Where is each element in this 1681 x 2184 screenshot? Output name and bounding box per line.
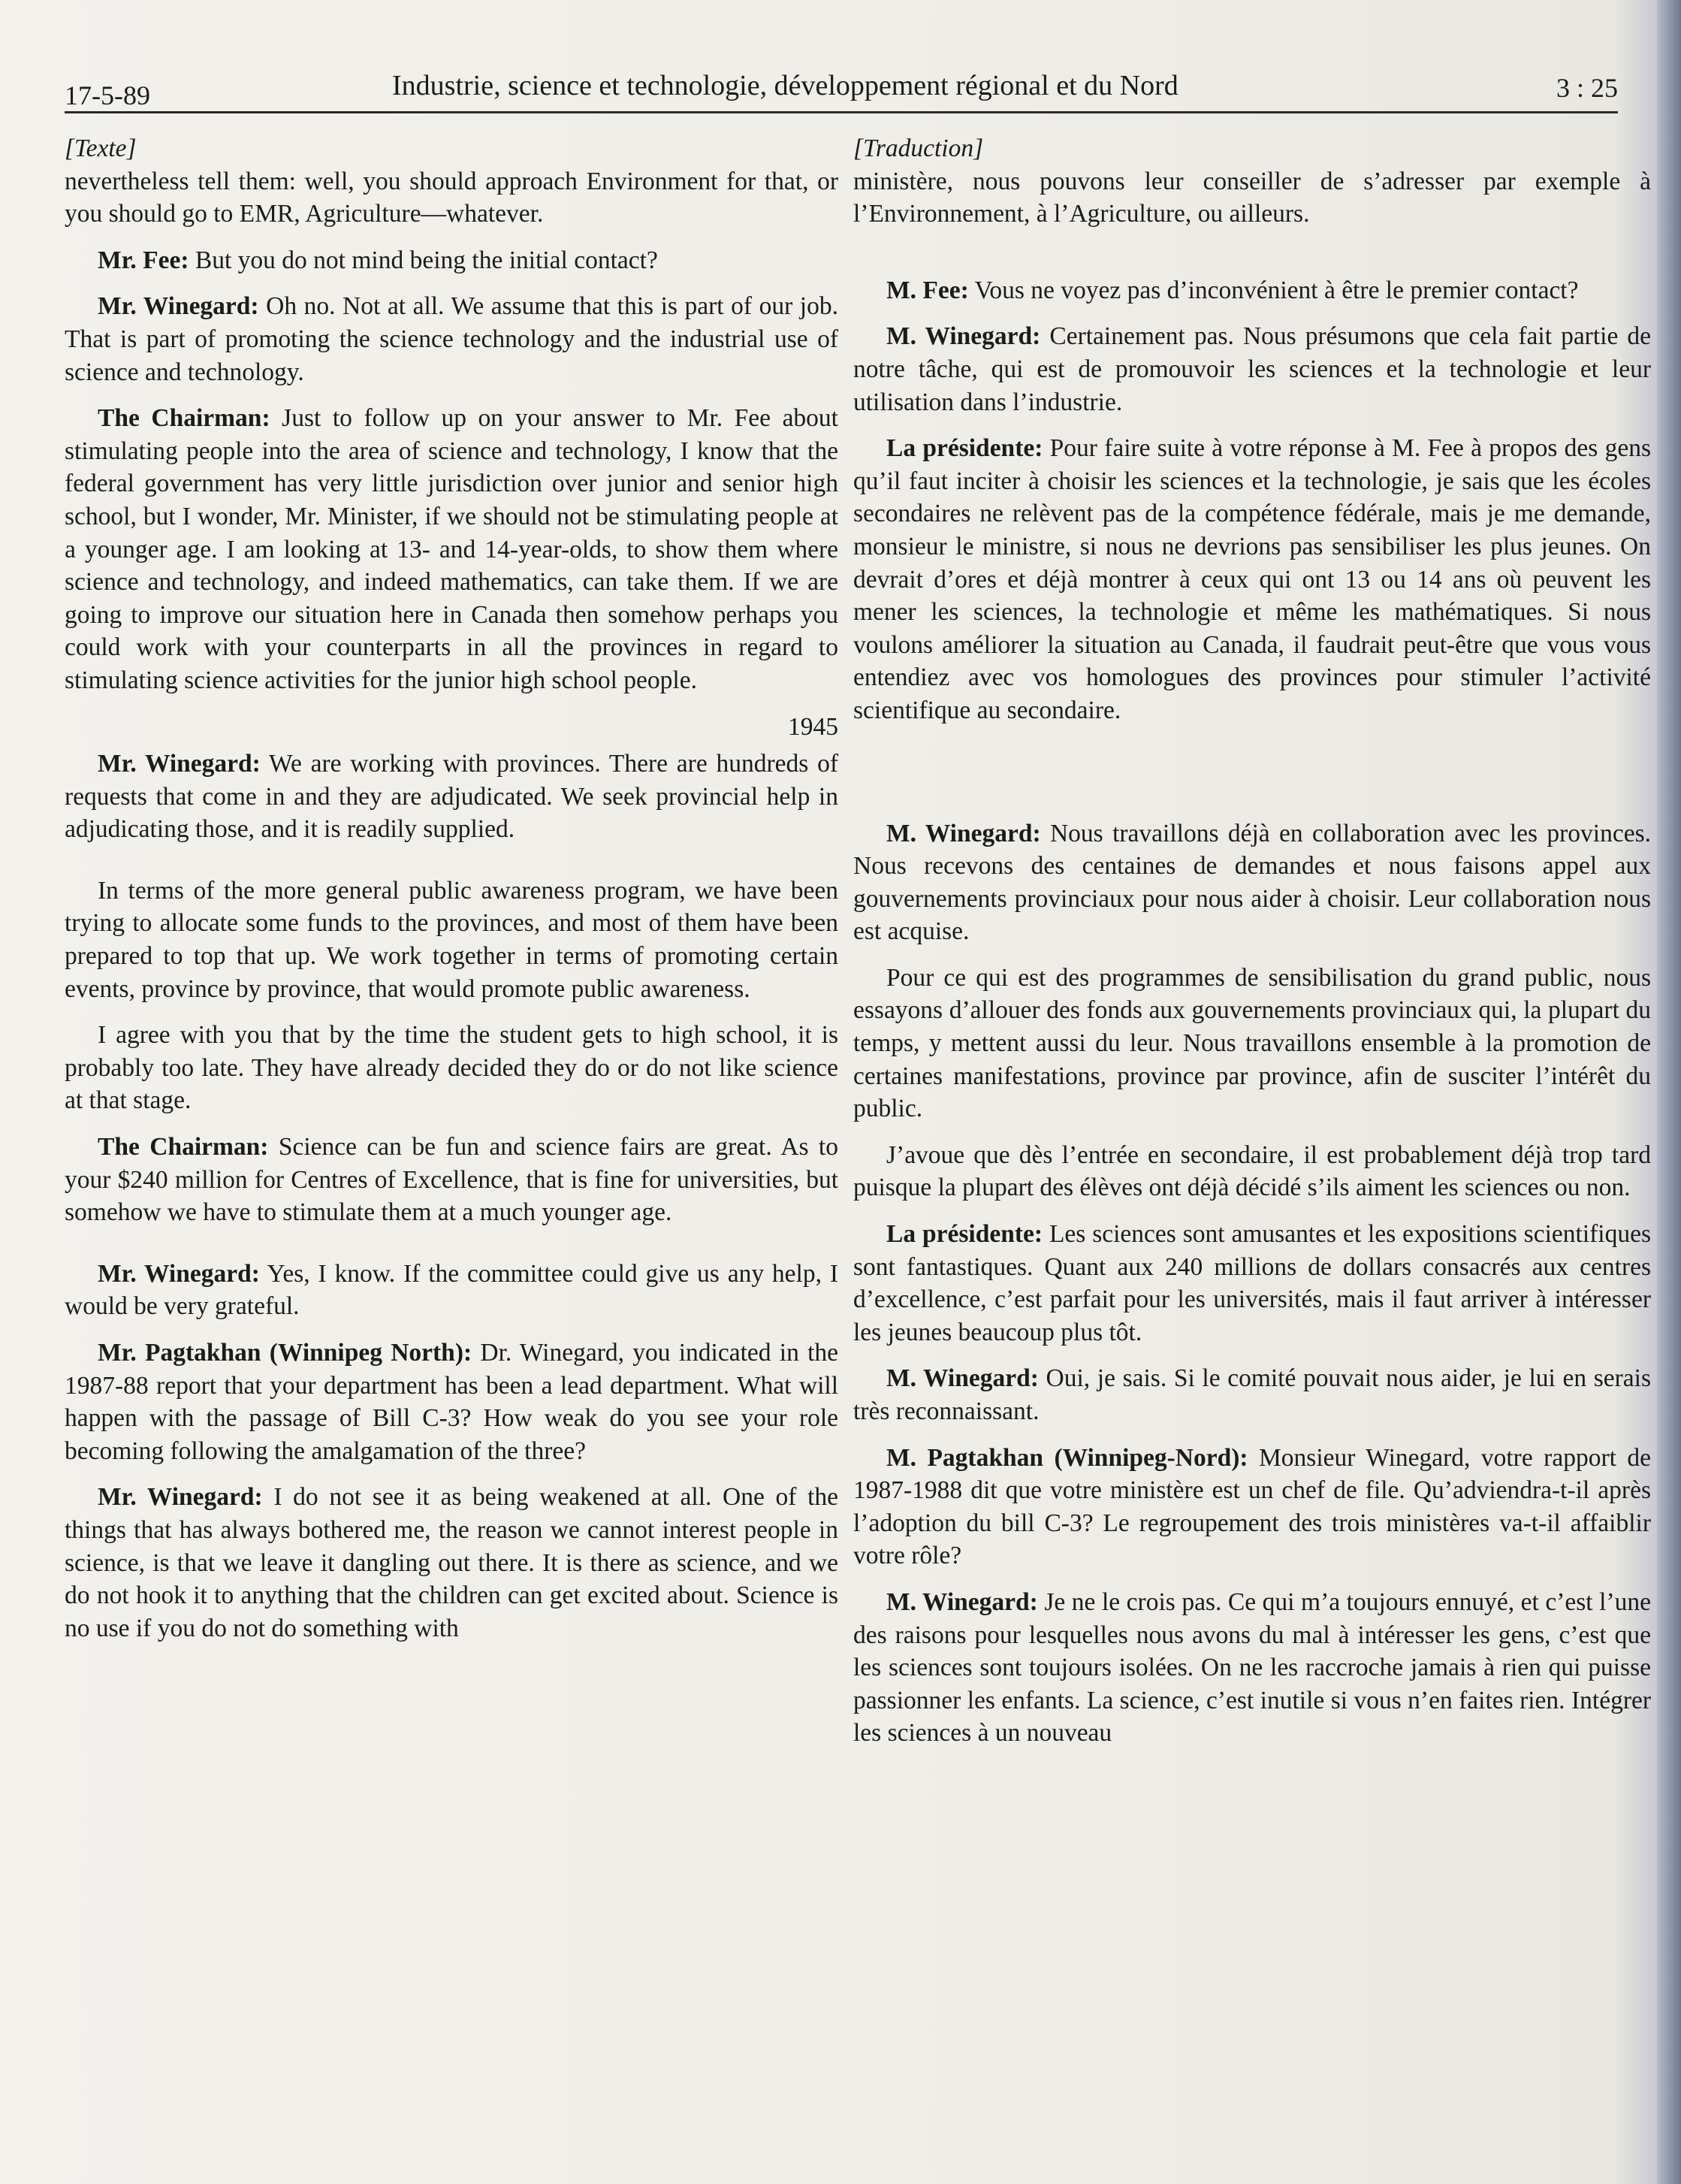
speaker-name: M. Winegard: bbox=[886, 1364, 1039, 1393]
speech-text: Dr. Winegard, you indicated in the 1987-88 report that your department has been a lead department. What will happen with the passage of Bill C-3? How weak do you see your role becoming following the amalgamation of the three? bbox=[65, 1339, 839, 1465]
speaker-name: La présidente: bbox=[886, 1220, 1043, 1249]
paragraph bbox=[65, 1131, 838, 1229]
language-label: [Traduction] bbox=[853, 134, 984, 162]
paragraph: nevertheless tell them: well, you should approach Environment for that, or you should go to EMR, Agriculture—whatever. bbox=[65, 167, 838, 228]
paragraph bbox=[65, 1481, 838, 1645]
speaker-name: Mr. Winegard: bbox=[98, 1483, 263, 1512]
speaker-name: Mr. Winegard: bbox=[98, 1259, 260, 1288]
paragraph: In terms of the more general public awareness program, we have been trying to allocate some funds to the provinces, and most of them have been prepared to top that up. We work together in terms of promoting certain events, province by province, that would promote public awareness. bbox=[65, 876, 838, 1003]
speaker-name: M. Pagtakhan (Winnipeg-Nord): bbox=[886, 1443, 1248, 1472]
speech-text: Oh no. Not at all. We assume that this is part of our job. That is part of promoting the science technology and the industrial use of science and technology. bbox=[65, 292, 838, 386]
speaker-name: Mr. Fee: bbox=[98, 246, 189, 274]
paragraph: J’avoue que dès l’entrée en secondaire, il est probablement déjà trop tard puisque la plupart des élèves ont déjà décidé s’ils aiment les sciences ou non. bbox=[853, 1140, 1651, 1202]
speech-text: Just to follow up on your answer to Mr. Fee about stimulating people into the area of science and technology, I know that the federal government has very little jurisdiction over junior and senior high school, but I wonder, Mr. Minister, if we should not be stimulating people at a younger age. I am looking at 13- and 14-year-olds, to show them where science and technology, and indeed mathematics, can take them. If we are going to improve our situation here in Canada then somehow perhaps you could work with your counterparts in all the provinces in regard to stimulating science activities for the junior high school people. bbox=[65, 404, 838, 694]
speaker-name: M. Winegard: bbox=[886, 322, 1041, 351]
speech-text: Les sciences sont amusantes et les expositions scientifiques sont fantastiques. Quant aux 240 millions de dollars consacrés aux centres d’excellence, c’est parfait pour les universités, mais il faut arriver à intéresser les jeunes beaucoup plus tôt. bbox=[853, 1220, 1651, 1346]
speech-text: Yes, I know. If the committee could give us any help, I would be very grateful. bbox=[65, 1259, 838, 1321]
speaker-name: M. Winegard: bbox=[886, 1587, 1038, 1616]
speech-text: Vous ne voyez pas d’inconvénient à être le premier contact? bbox=[968, 276, 1579, 304]
header-page-number: 3 : 25 bbox=[1556, 73, 1618, 103]
paragraph bbox=[853, 320, 1651, 418]
speech-text: I do not see it as being weakened at all. One of the things that has always bothered me, the reason we cannot interest people in science, is that we leave it dangling out there. It is there as science, and we do not hook it to anything that the children can get excited about. Science is no use if you do not do something with bbox=[65, 1483, 839, 1642]
paragraph: ministère, nous pouvons leur conseiller de s’adresser par exemple à l’Environnement, à l’Agriculture, ou ailleurs. bbox=[853, 167, 1651, 228]
paragraph: Pour ce qui est des programmes de sensibilisation du grand public, nous essayons d’allouer des fonds aux gouvernements provinciaux qui, la plupart du temps, y mettent aussi du leur. Nous travaillons ensemble à la promotion de certaines manifestations, province par province, afin de susciter l’intérêt du public. bbox=[853, 963, 1651, 1123]
column-english bbox=[65, 132, 838, 1645]
page-header bbox=[65, 66, 1618, 113]
speech-text: Science can be fun and science fairs are great. As to your $240 million for Centres of Excellence, that is fine for universities, but somehow we have to stimulate them at a much younger age. bbox=[65, 1133, 838, 1227]
paragraph bbox=[853, 432, 1651, 726]
paragraph bbox=[65, 1258, 838, 1323]
speaker-name: Mr. Pagtakhan (Winnipeg North): bbox=[98, 1339, 472, 1367]
column-french bbox=[853, 132, 1651, 1750]
paragraph bbox=[853, 1362, 1651, 1427]
speaker-name: Mr. Winegard: bbox=[98, 750, 261, 778]
speech-text: Pour faire suite à votre réponse à M. Fee à propos des gens qu’il faut inciter à choisir les sciences et la technologie, je sais que les écoles secondaires ne relèvent pas de la compétence fédérale, mais je me demande, monsieur le ministre, si nous ne devrions pas sensibiliser les plus jeunes. On devrait d’ores et déjà montrer à ceux qui ont 13 ou 14 ans où peuvent les mener les sciences, la technologie et même les mathématiques. Si nous voulons améliorer la situation au Canada, il faudrait peut-être que vous vous entendiez avec vos homologues des provinces pour stimuler l’activité scientifique au secondaire. bbox=[853, 434, 1651, 724]
speaker-name: Mr. Winegard: bbox=[98, 292, 259, 321]
speaker-name: M. Winegard: bbox=[886, 819, 1041, 847]
speech-text: We are working with provinces. There are hundreds of requests that come in and they are adjudicated. We seek provincial help in adjudicating those, and it is readily supplied. bbox=[65, 750, 838, 844]
speech-text: Oui, je sais. Si le comité pouvait nous aider, je lui en serais très reconnaissant. bbox=[853, 1364, 1652, 1425]
paragraph bbox=[853, 1442, 1651, 1572]
header-date: 17-5-89 bbox=[65, 80, 150, 110]
time-marker: 1945 bbox=[788, 712, 838, 741]
speech-text: But you do not mind being the initial contact? bbox=[189, 246, 658, 274]
language-label: [Texte] bbox=[65, 134, 137, 162]
page-edge bbox=[1657, 0, 1681, 2184]
paragraph bbox=[853, 274, 1651, 307]
speaker-name: M. Fee: bbox=[886, 276, 969, 304]
paragraph bbox=[65, 1337, 838, 1467]
paragraph bbox=[65, 402, 838, 696]
speech-text: Monsieur Winegard, votre rapport de 1987-1988 dit que votre ministère est un chef de file. Qu’adviendra-t-il après l’adoption du bill C-3? Le regroupement des trois ministères va-t-il affaiblir votre rôle? bbox=[853, 1443, 1652, 1570]
paragraph bbox=[65, 290, 838, 388]
paragraph bbox=[65, 748, 838, 846]
speaker-name: The Chairman: bbox=[98, 1133, 269, 1161]
speech-text: Je ne le crois pas. Ce qui m’a toujours ennuyé, et c’est l’une des raisons pour lesquelles nous avons du mal à intéresser les gens, c’est que les sciences sont toujours isolées. On ne les raccroche jamais à rien qui puisse passionner les enfants. La science, c’est inutile si vous n’en faites rien. Intégrer les sciences à un nouveau bbox=[853, 1587, 1651, 1748]
header-title: Industrie, science et technologie, développement régional et du Nord bbox=[392, 70, 1179, 101]
speech-text: Certainement pas. Nous présumons que cela fait partie de notre tâche, qui est de promouvoir les sciences et la technologie et leur utilisation dans l’industrie. bbox=[853, 322, 1652, 416]
paragraph bbox=[853, 817, 1651, 948]
speech-text: Nous travaillons déjà en collaboration avec les provinces. Nous recevons des centaines de demandes et nous faisons appel aux gouvernements provinciaux pour nous aider à choisir. Leur collaboration nous est acquise. bbox=[853, 819, 1652, 946]
paragraph bbox=[853, 1586, 1651, 1750]
paragraph: I agree with you that by the time the student gets to high school, it is probably too late. They have already decided they do or do not like science at that stage. bbox=[65, 1021, 838, 1115]
paragraph bbox=[65, 244, 838, 277]
speaker-name: La présidente: bbox=[886, 434, 1043, 463]
paragraph bbox=[853, 1218, 1651, 1349]
speaker-name: The Chairman: bbox=[98, 404, 270, 433]
